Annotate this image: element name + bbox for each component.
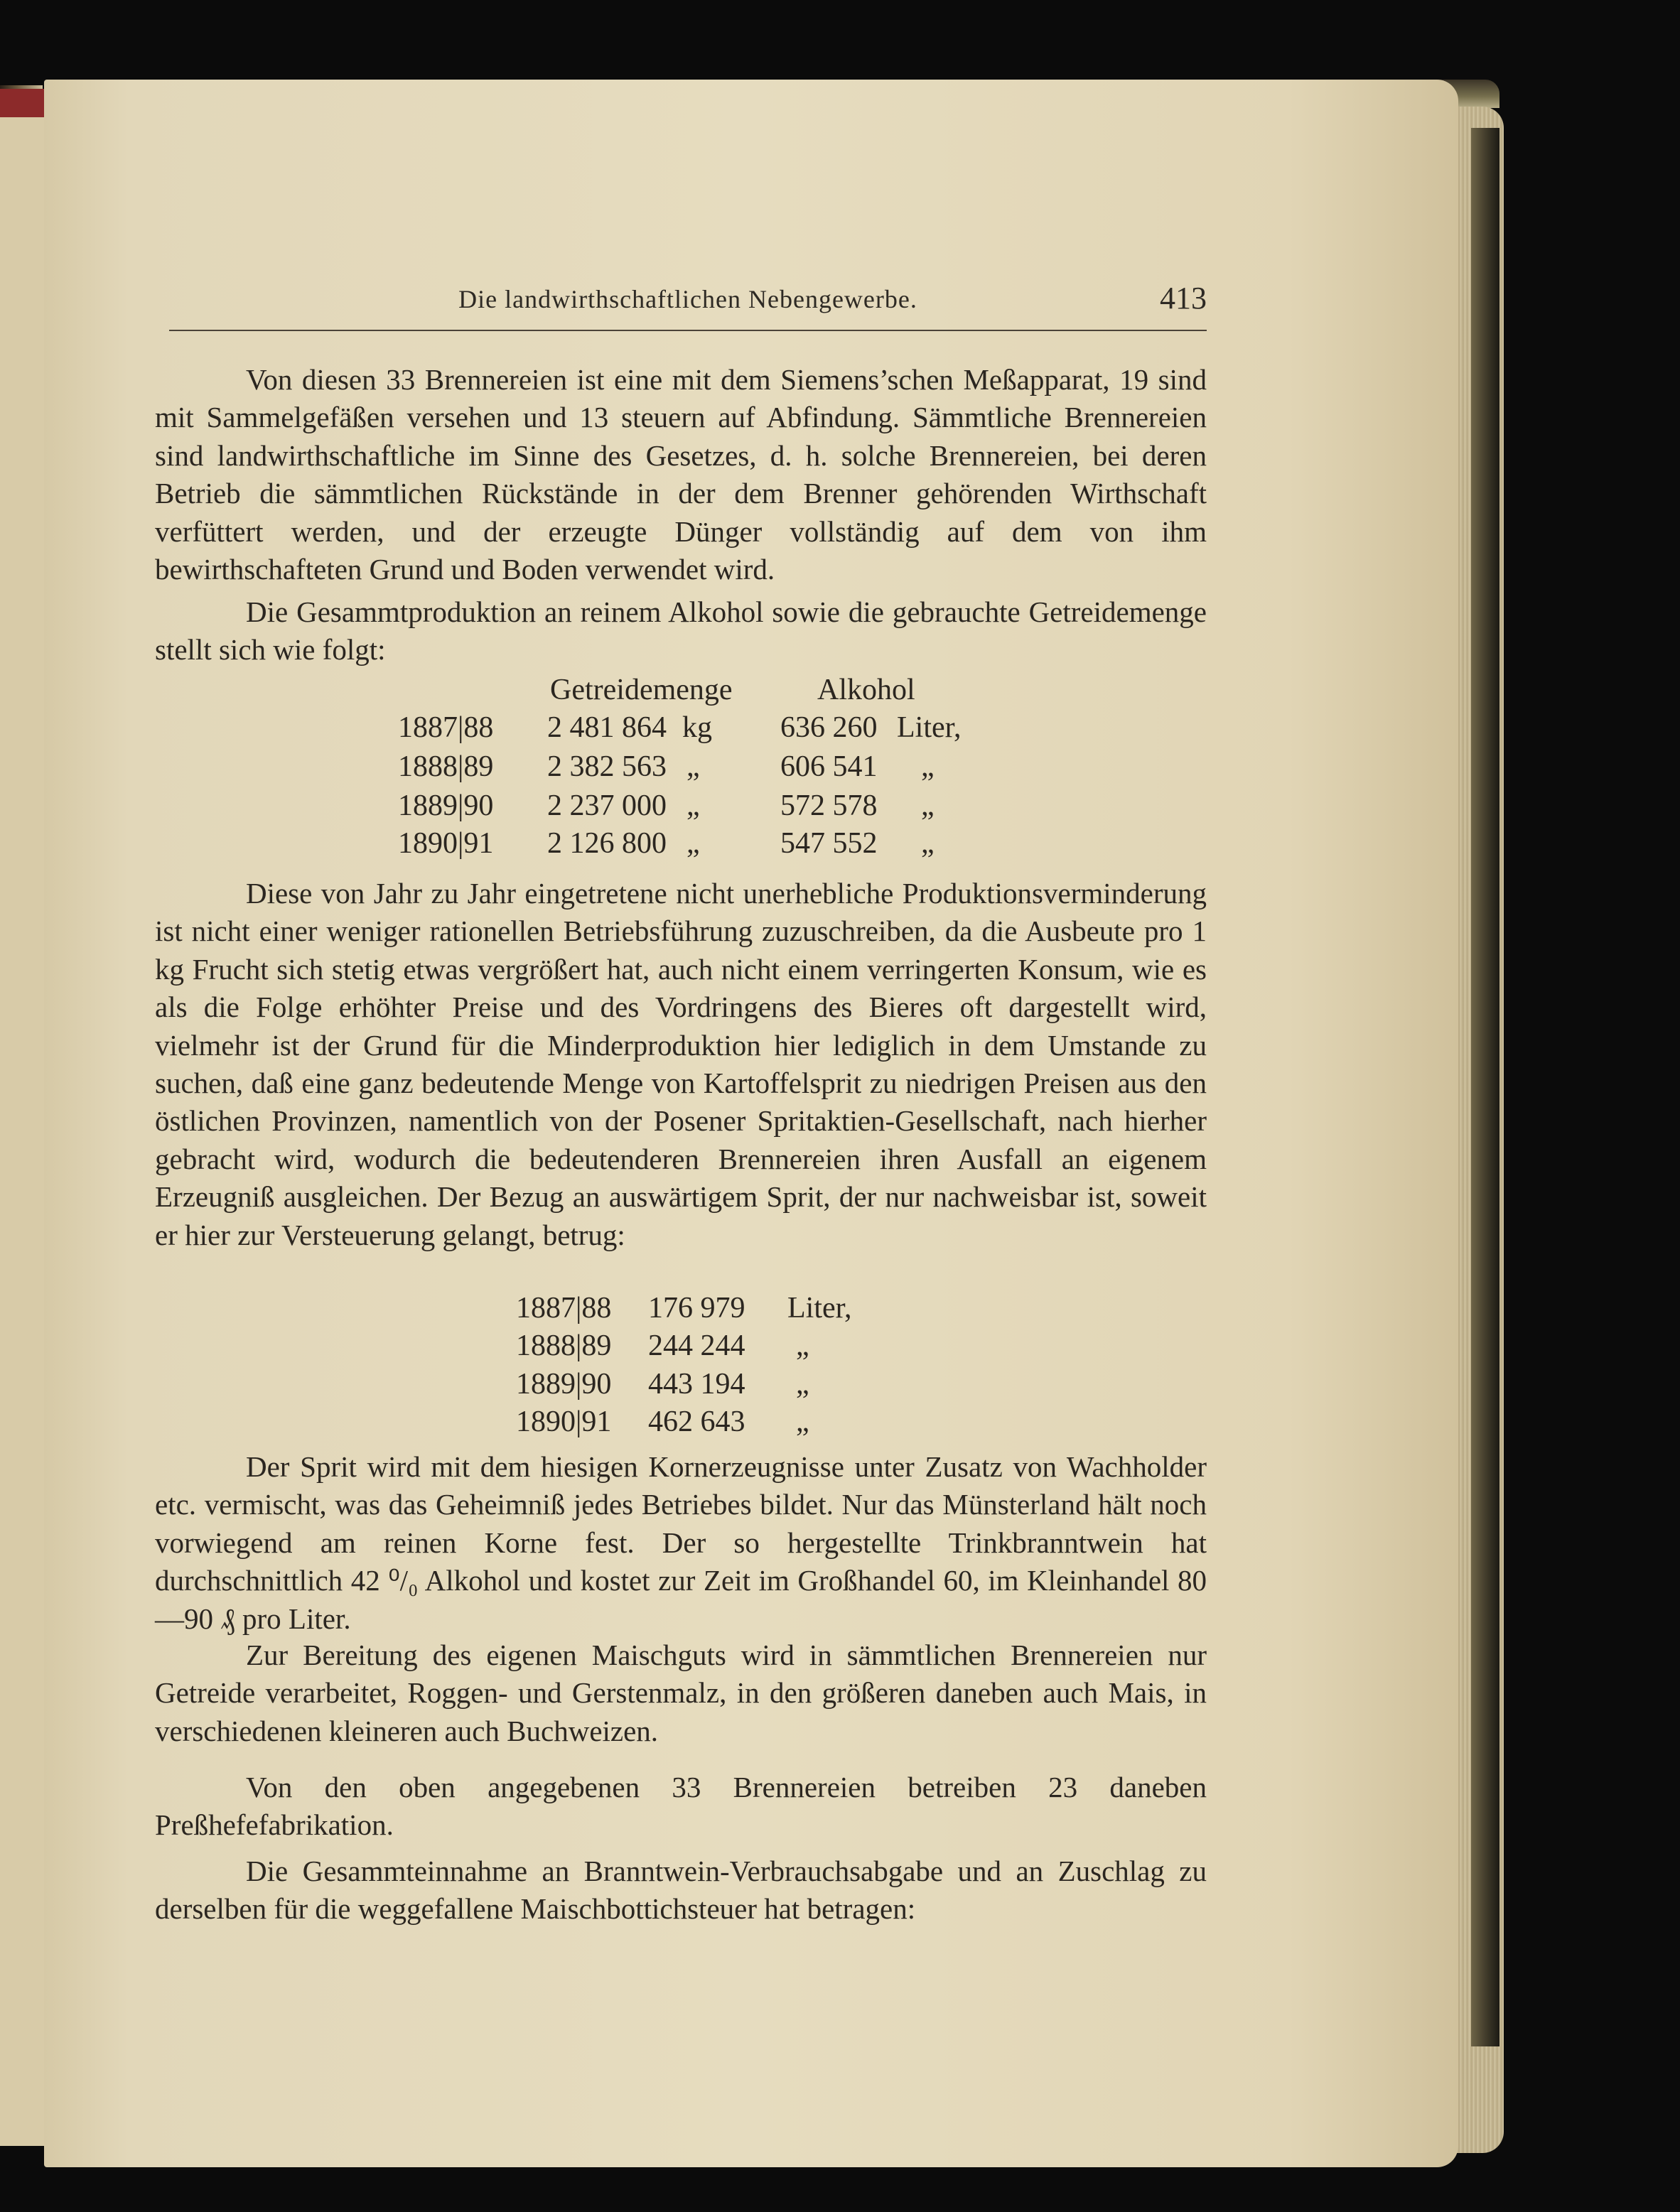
table1-alcohol: 547 552 (780, 827, 878, 860)
table1-alcohol: 572 578 (780, 789, 878, 822)
ribbon-marker (0, 89, 50, 117)
table1-grain: 2 481 864 (547, 711, 667, 744)
table1-grain: 2 126 800 (547, 827, 667, 860)
left-page-edge (0, 99, 44, 2146)
table2-unit: „ (796, 1368, 809, 1401)
table1-grain: 2 237 000 (547, 789, 667, 822)
table2-amount: 462 643 (648, 1406, 745, 1438)
paragraph-4: Der Sprit wird mit dem hiesigen Kornerzeugnisse unter Zusatz von Wachholder etc. vermischt, was das Geheimniß jedes Betriebes bildet. Nur das Münsterland hält noch vorwiegend am reinen Korne fest. Der so hergestellte Trinkbranntwein hat durchschnittlich 42 ⁰/₀ Alkohol und kostet zur Zeit im Großhandel 60, im Kleinhandel 80—90 ₰ pro Liter. (155, 1450, 1207, 1635)
table1-year: 1890|91 (398, 827, 494, 860)
book-cover-edge (1471, 128, 1499, 2046)
page-number: 413 (1160, 281, 1207, 315)
table1-alcohol-unit: „ (921, 827, 935, 860)
table1-year: 1888|89 (398, 750, 494, 783)
header-title: Die landwirthschaftlichen Nebengewerbe. (458, 285, 917, 313)
table2-year: 1888|89 (516, 1329, 612, 1362)
table2-amount: 443 194 (648, 1368, 745, 1401)
table2-amount: 176 979 (648, 1292, 745, 1324)
table1-grain: 2 382 563 (547, 750, 667, 783)
paragraph-6: Von den oben angegebenen 33 Brennereien betreiben 23 daneben Preßhefefabrikation. (155, 1771, 1207, 1842)
table2-unit: „ (796, 1406, 809, 1438)
table2-year: 1887|88 (516, 1292, 612, 1324)
table1-grain-unit: „ (686, 789, 700, 822)
table1-grain-unit: „ (686, 827, 700, 860)
table1-grain-unit: „ (686, 750, 700, 783)
table2-year: 1890|91 (516, 1406, 612, 1438)
table2-unit: „ (796, 1329, 809, 1362)
paragraph-1: Von diesen 33 Brennereien ist eine mit dem Siemens’schen Meßapparat, 19 sind mit Sammelgefäßen versehen und 13 steuern auf Abfindung. Sämmtliche Brennereien sind landwirthschaftliche im Sinne des Gesetzes, d. h. solche Brennereien, bei deren Betrieb die sämmtlichen Rückstände in der dem Brenner gehörenden Wirthschaft verfüttert werden, und der erzeugte Dünger vollständig auf dem von ihm bewirthschafteten Grund und Boden verwendet wird. (155, 363, 1207, 586)
paragraph-5: Zur Bereitung des eigenen Maischguts wird in sämmtlichen Brennereien nur Getreide verarbeitet, Roggen- und Gerstenmalz, in den größeren daneben auch Mais, in verschiedenen kleineren auch Buchweizen. (155, 1639, 1207, 1747)
paragraph-7: Die Gesammteinnahme an Branntwein-Verbrauchsabgabe und an Zuschlag zu derselben für die weggefallene Maischbottichsteuer hat betragen: (155, 1855, 1207, 1926)
table2-unit: Liter, (787, 1292, 852, 1324)
table1-alcohol-unit: Liter, (897, 711, 962, 744)
table1-header-grain: Getreidemenge (550, 674, 733, 706)
table1-grain-unit: kg (682, 711, 712, 744)
paragraph-3: Diese von Jahr zu Jahr eingetretene nicht unerhebliche Produktionsverminderung ist nicht einer weniger rationellen Betriebsführung zuzuschreiben, da die Ausbeute pro 1 kg Frucht sich stetig etwas vergrößert hat, auch nicht einem verringerten Konsum, wie es als die Folge erhöhter Preise und des Vordringens des Bieres oft dargestellt wird, vielmehr ist der Grund für die Minderproduktion hier lediglich in dem Umstande zu suchen, daß eine ganz bedeutende Menge von Kartoffelsprit zu niedrigen Preisen aus den östlichen Provinzen, namentlich von der Posener Spritaktien-Gesellschaft, nach hierher gebracht wird, wodurch die bedeutenderen Brennereien ihren Ausfall an eigenem Erzeugniß ausgleichen. Der Bezug an auswärtigem Sprit, der nur nachweisbar ist, soweit er hier zur Versteuerung gelangt, betrug: (155, 877, 1207, 1251)
table1-header-alcohol: Alkohol (817, 674, 915, 706)
running-header (169, 281, 1207, 331)
table1-alcohol: 636 260 (780, 711, 878, 744)
table1-alcohol-unit: „ (921, 750, 935, 783)
table1-year: 1889|90 (398, 789, 494, 822)
table2-year: 1889|90 (516, 1368, 612, 1401)
table2-amount: 244 244 (648, 1329, 745, 1362)
table1-alcohol: 606 541 (780, 750, 878, 783)
table1-year: 1887|88 (398, 711, 494, 744)
paragraph-2: Die Gesammtproduktion an reinem Alkohol sowie die gebrauchte Getreidemenge stellt sich wie folgt: (155, 595, 1207, 667)
table1-alcohol-unit: „ (921, 789, 935, 822)
